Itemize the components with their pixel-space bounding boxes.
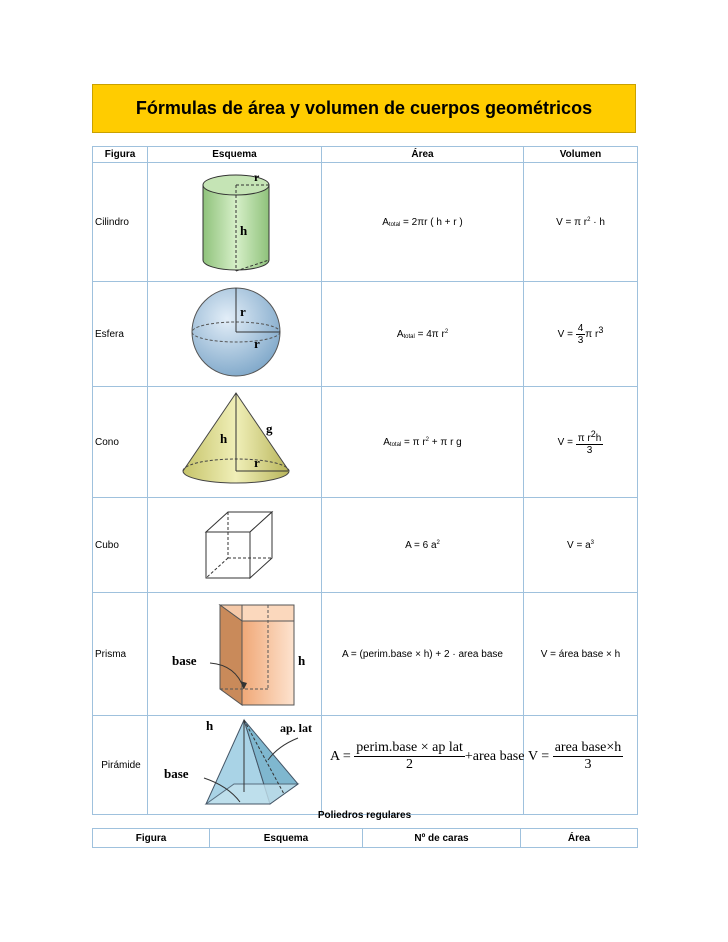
- table-row: [93, 282, 638, 387]
- header-row: [93, 147, 638, 163]
- header-row: [93, 829, 638, 848]
- header-area: Área: [521, 829, 638, 848]
- header-esquema: Esquema: [148, 147, 322, 163]
- label-r: r: [254, 455, 260, 470]
- figure-name: Cubo: [93, 498, 148, 593]
- area-formula: Atotal = 4π $r^2$: [322, 282, 524, 387]
- label-r: r: [254, 336, 260, 351]
- volume-formula: V = $\frac{\text{π r2h}}{3}$: [524, 387, 638, 498]
- table-row: [93, 387, 638, 498]
- volume-formula: V = área base × h: [524, 593, 638, 716]
- label-r: r: [240, 304, 246, 319]
- area-formula: A = (perim.base × h) + 2 · area base: [322, 593, 524, 716]
- table-row: [93, 593, 638, 716]
- figure-name: Pirámide: [93, 716, 148, 815]
- table-row: [93, 163, 638, 282]
- header-figura: Figura: [93, 829, 210, 848]
- page-title: Fórmulas de área y volumen de cuerpos geométricos: [92, 84, 636, 133]
- cylinder-schema: [148, 163, 322, 282]
- label-h: h: [240, 223, 248, 238]
- table-row: [93, 498, 638, 593]
- pyramid-formulas: A = $\frac{\text{perim.base × ap lat}}{2}$ +area base V = $\frac{\text{area base×h}}{3}$: [330, 740, 622, 772]
- label-g: g: [266, 421, 273, 436]
- header-figura: Figura: [93, 147, 148, 163]
- area-formula: Atotal = π $r^2 + \pi$ r g: [322, 387, 524, 498]
- cone-schema: [148, 387, 322, 498]
- label-base: base: [172, 653, 197, 668]
- label-ap-lat: ap. lat: [280, 721, 313, 735]
- header-caras: Nº de caras: [363, 829, 521, 848]
- figure-name: Cono: [93, 387, 148, 498]
- area-formula: Atotal = 2πr ( h + r ): [322, 163, 524, 282]
- label-h: h: [206, 718, 214, 733]
- label-base: base: [164, 766, 189, 781]
- figure-name: Esfera: [93, 282, 148, 387]
- sphere-schema: [148, 282, 322, 387]
- cube-schema: [148, 498, 322, 593]
- prism-schema: [148, 593, 322, 716]
- formulas-table: [92, 146, 638, 815]
- volume-formula: V = π $r^2 \cdot h$: [524, 163, 638, 282]
- pyramid-schema: [148, 716, 322, 815]
- figure-name: Cilindro: [93, 163, 148, 282]
- volume-formula: $V = a^3$: [524, 498, 638, 593]
- section-subtitle: Poliedros regulares: [317, 810, 412, 821]
- header-esquema: Esquema: [210, 829, 363, 848]
- header-volumen: Volumen: [524, 147, 638, 163]
- volume-formula: V = $\frac{4}{3}$ π r3: [524, 282, 638, 387]
- header-area: Área: [322, 147, 524, 163]
- polyhedra-table: [92, 828, 638, 848]
- area-formula: A = 6 $a^2$: [322, 498, 524, 593]
- figure-name: Prisma: [93, 593, 148, 716]
- label-r: r: [254, 170, 260, 184]
- label-h: h: [220, 431, 228, 446]
- label-h: h: [298, 653, 306, 668]
